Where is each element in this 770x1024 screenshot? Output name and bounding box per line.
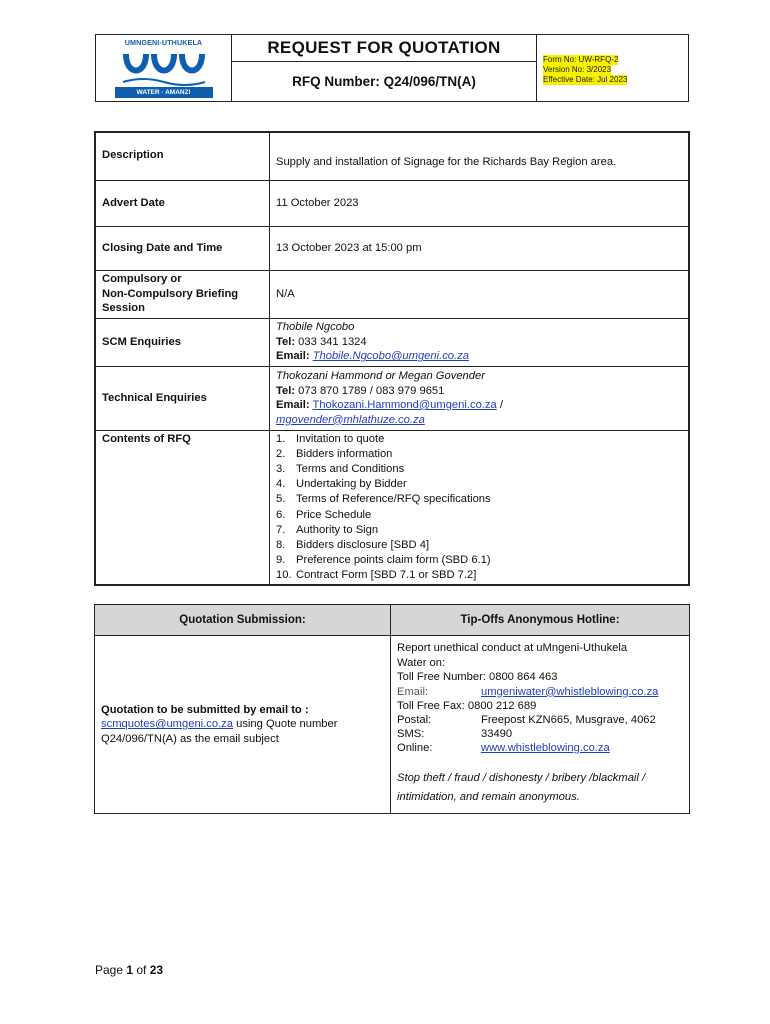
tech-email-link-2[interactable]: mgovender@mhlathuze.co.za [276,413,425,426]
technical-enquiries-label: Technical Enquiries [95,366,270,430]
list-item: 5. Terms of Reference/RFQ specifications [276,493,491,506]
hotline-website-link[interactable]: www.whistleblowing.co.za [481,742,610,754]
submission-instructions [95,636,391,814]
technical-enquiries-row [95,366,689,430]
briefing-row [95,270,689,318]
briefing-label-line-2: Non-Compulsory Briefing [102,287,239,300]
title-cell [232,35,537,101]
tech-email-link-1[interactable]: Thokozani.Hammond@umgeni.co.za [312,399,497,411]
description-value: Supply and installation of Signage for the Richards Bay Region area. [270,132,690,180]
advert-date-label: Advert Date [95,180,270,226]
list-item: 10. Contract Form [SBD 7.1 or SBD 7.2] [276,569,477,582]
briefing-label-line-1: Compulsory or [102,273,182,286]
scm-tel-line [276,335,682,350]
page-total: 23 [149,963,164,977]
tech-email-line [276,398,682,413]
list-item: 4. Undertaking by Bidder [276,478,407,491]
hotline-email-key: Email: [397,685,429,698]
scm-email-link[interactable]: Thobile.Ngcobo@umgeni.co.za [312,350,469,363]
page-number [95,963,163,977]
logo-cell [96,35,232,101]
briefing-label-line-3: Session [102,302,145,315]
water-waves-logo-icon [121,50,207,86]
advert-date-value: 11 October 2023 [270,180,690,226]
list-item: 3. Terms and Conditions [276,462,405,475]
document-header [95,34,689,102]
hotline-heading: Tip-Offs Anonymous Hotline: [391,605,690,636]
hotline-sms-key: SMS: [397,728,425,740]
contents-list [276,432,682,584]
scm-tel-label: Tel: [276,335,296,348]
tech-tel: 073 870 1789 / 083 979 9651 [298,384,445,397]
tech-tel-line [276,384,682,399]
hotline-sms-value: 33490 [481,728,513,740]
list-item: 1. Invitation to quote [276,432,385,445]
logo-bottom-band: WATER · AMANZI [115,87,213,98]
hotline-email-link[interactable]: umgeniwater@whistleblowing.co.za [481,685,659,698]
rfq-number: RFQ Number: Q24/096/TN(A) [292,74,476,89]
scm-contact-name: Thobile Ngcobo [276,321,355,334]
technical-enquiries-value [270,366,690,430]
scm-enquiries-row [95,318,689,366]
description-label: Description [95,132,270,180]
scm-quotes-email-link[interactable]: scmquotes@umgeni.co.za [101,718,233,731]
hotline-intro-1: Report unethical conduct at uMngeni-Uthukela [397,642,628,654]
contents-value [270,430,690,585]
submission-header-row [95,605,690,636]
submission-subject-line: Q24/096/TN(A) as the email subject [101,732,279,745]
page-prefix: Page [95,963,127,977]
logo-top-text: UMNGENI-UTHUKELA [124,38,203,47]
scm-email-label: Email: [276,350,310,363]
hotline-warning-2: intimidation, and remain anonymous. [397,791,580,803]
hotline-email-row [397,685,683,699]
list-item: 6. Price Schedule [276,508,372,521]
briefing-value: N/A [270,270,690,318]
hotline-fax: Toll Free Fax: 0800 212 689 [397,699,537,712]
contents-label: Contents of RFQ [95,430,270,585]
submission-hotline-table [94,604,690,814]
rfq-details-table [94,131,690,586]
advert-date-row [95,180,689,226]
effective-date: Effective Date: Jul 2023 [543,75,628,84]
document-title: REQUEST FOR QUOTATION [232,35,536,62]
briefing-label [95,270,270,318]
version-number: Version No: 3/2023 [543,65,612,74]
closing-date-row [95,226,689,270]
quotation-submission-heading: Quotation Submission: [95,605,391,636]
tech-contact-names: Thokozani Hammond or Megan Govender [276,370,485,382]
scm-enquiries-value [270,318,690,366]
hotline-intro-2: Water on: [397,656,446,669]
list-item: 2. Bidders information [276,447,393,460]
list-item: 7. Authority to Sign [276,523,379,536]
hotline-postal-row [397,713,683,727]
hotline-details [391,636,690,814]
form-number: Form No: UW-RFQ-2 [543,55,619,64]
tech-email-line-2 [276,413,682,428]
tech-email-label: Email: [276,399,310,411]
umngeni-uthukela-logo [115,38,213,98]
page-mid: of [133,963,150,977]
tech-email-separator: / [499,399,503,411]
hotline-online-key: Online: [397,742,433,754]
hotline-online-row [397,741,683,755]
submission-email-rest: using Quote number [233,718,338,731]
contents-row [95,430,689,585]
description-row [95,132,689,180]
submission-email-line [101,717,384,732]
scm-tel: 033 341 1324 [298,335,367,348]
closing-date-label: Closing Date and Time [95,226,270,270]
hotline-sms-row [397,727,683,741]
hotline-postal-key: Postal: [397,714,432,726]
page-current: 1 [126,963,134,977]
hotline-warning-1: Stop theft / fraud / dishonesty / bribery /blackmail / [397,772,646,784]
list-item: 8. Bidders disclosure [SBD 4] [276,538,430,551]
submission-body-row [95,636,690,814]
submission-bold-line: Quotation to be submitted by email to : [101,703,309,716]
scm-email-line [276,349,682,364]
hotline-postal-value: Freepost KZN665, Musgrave, 4062 [481,714,656,726]
hotline-toll-free: Toll Free Number: 0800 864 463 [397,671,558,683]
form-info-cell [537,35,688,101]
scm-enquiries-label: SCM Enquiries [95,318,270,366]
tech-tel-label: Tel: [276,384,296,397]
closing-date-value: 13 October 2023 at 15:00 pm [270,226,690,270]
list-item: 9. Preference points claim form (SBD 6.1) [276,554,491,567]
